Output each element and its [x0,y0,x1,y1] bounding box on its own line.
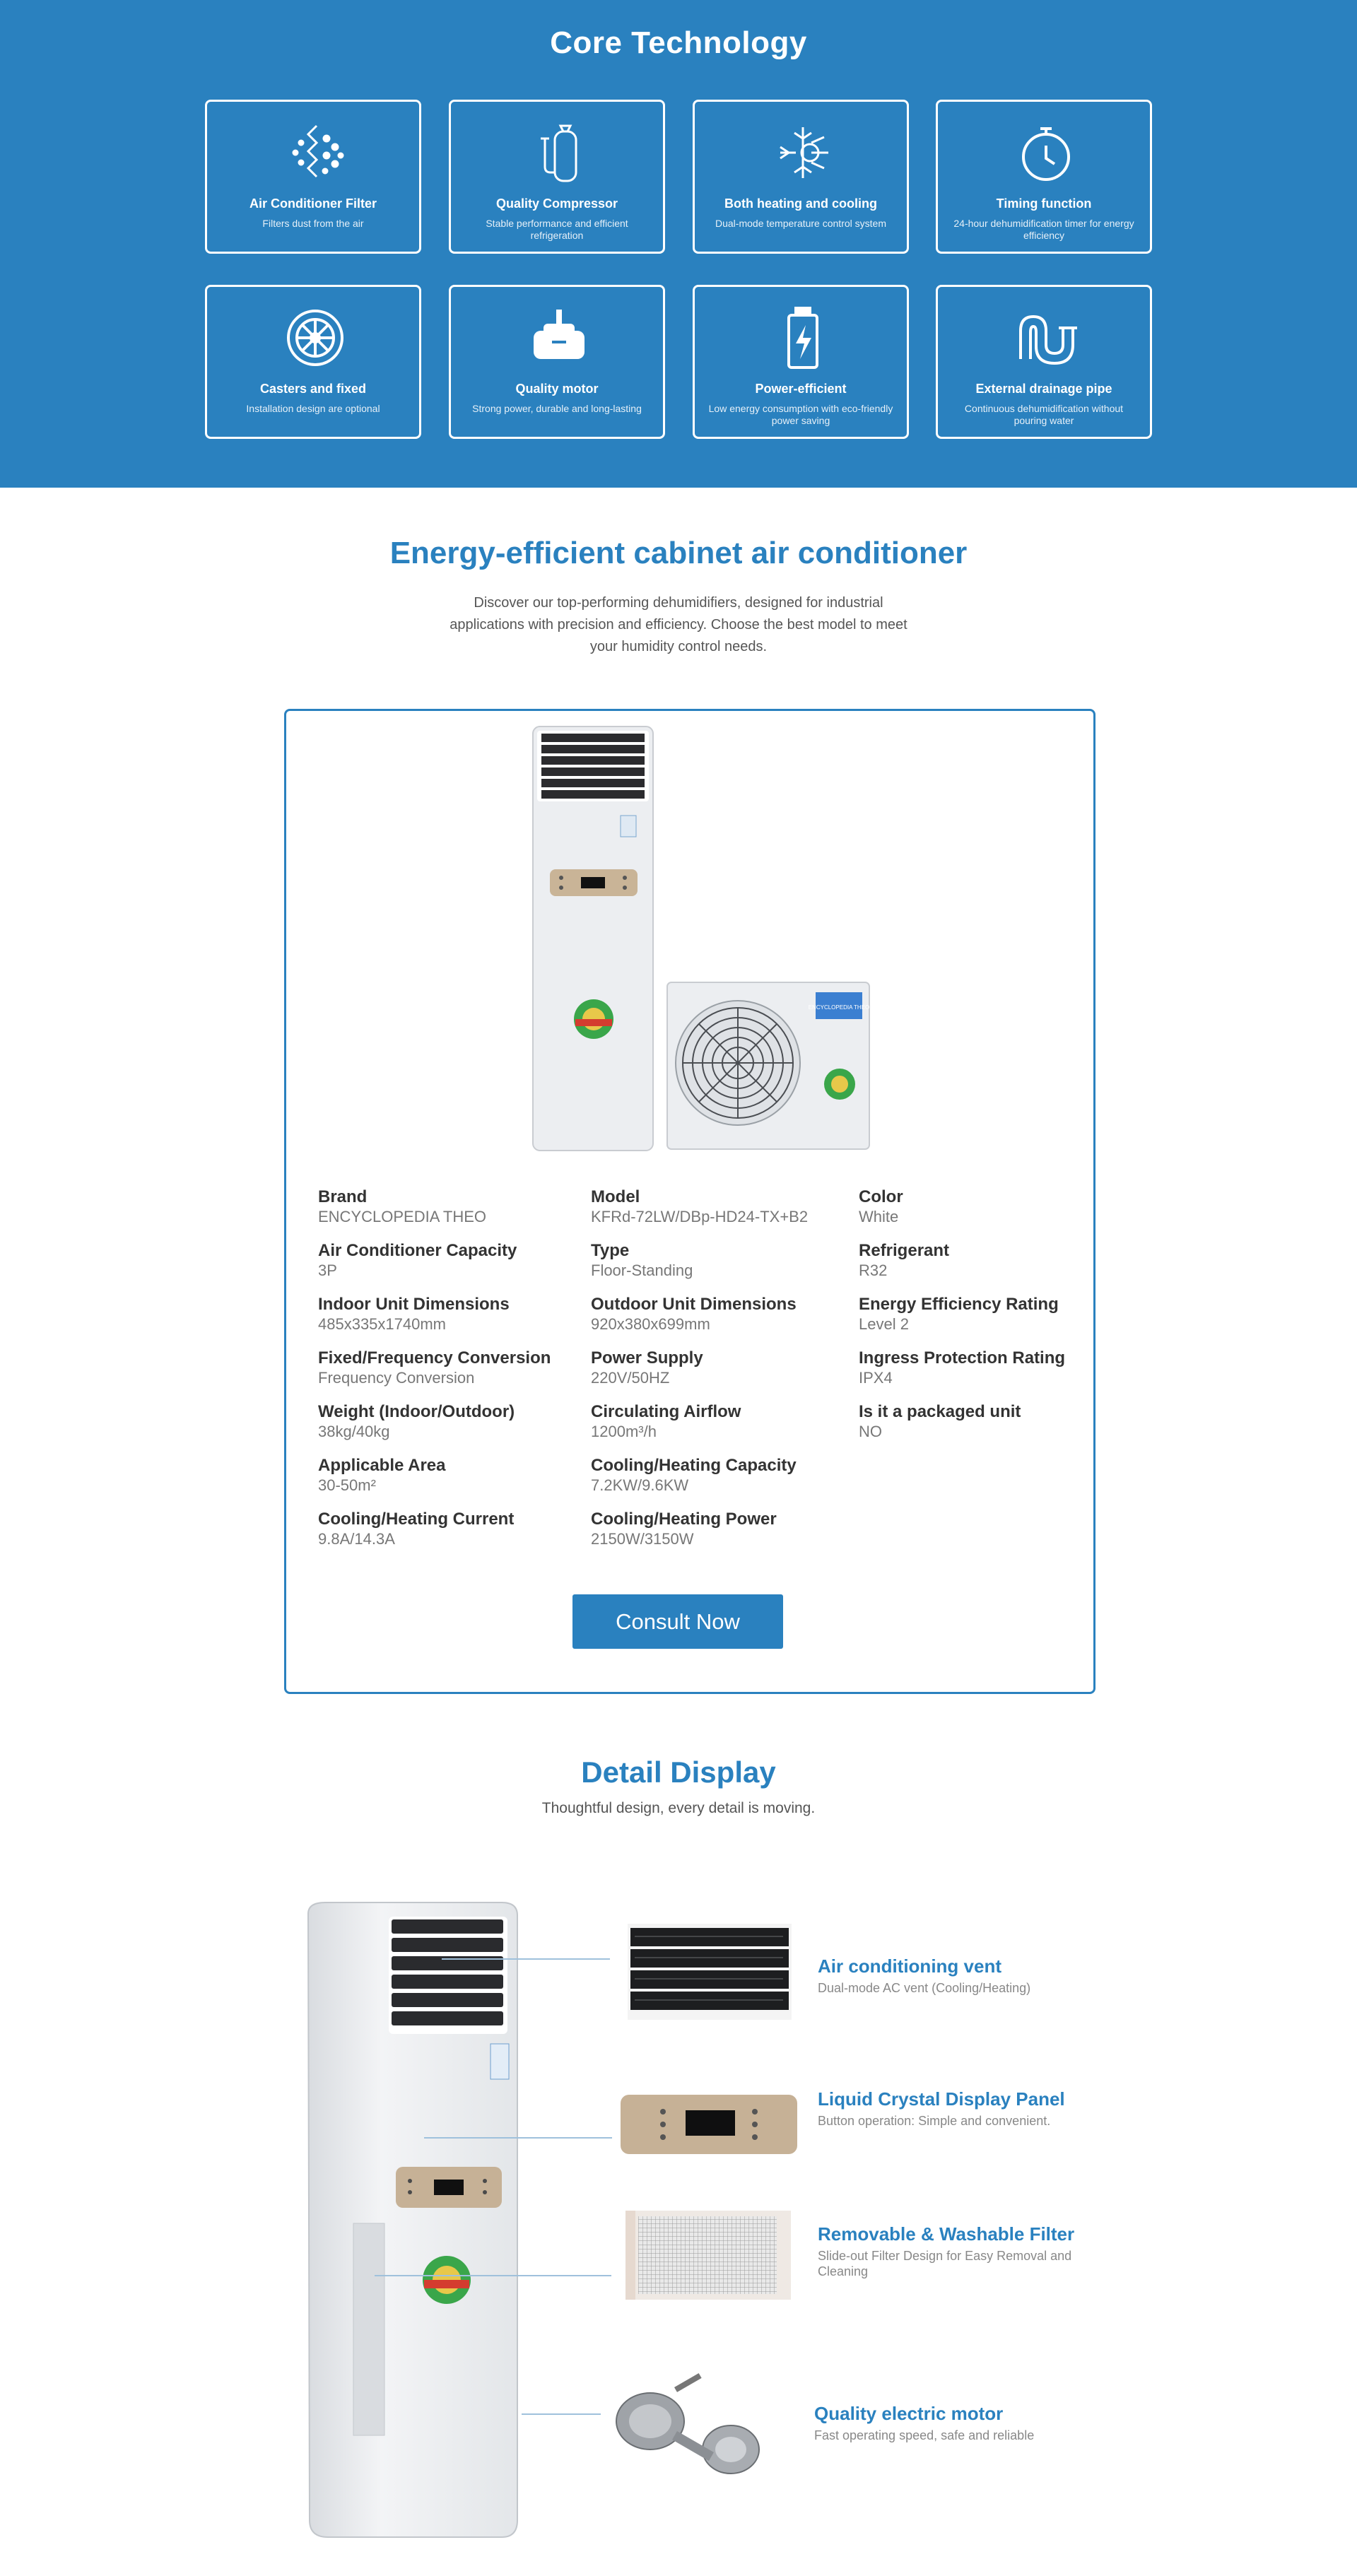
detail-desc-display: Button operation: Simple and convenient. [818,2114,1051,2128]
spec-label: Ingress Protection Rating [859,1348,1066,1368]
spec-item [859,1187,903,1227]
detail-title-vent: Air conditioning vent [818,1955,1001,1977]
spec-item [591,1241,693,1281]
feature-desc: Low energy consumption with eco-friendly power saving [708,403,893,426]
spec-label: Circulating Airflow [591,1402,741,1421]
spec-item [859,1402,1021,1442]
spec-value: R32 [859,1261,888,1279]
feature-card-power [693,285,909,439]
spec-label: Applicable Area [318,1456,446,1475]
spec-item [318,1348,551,1388]
spec-item [318,1187,486,1227]
spec-value: 30-50m² [318,1476,376,1494]
vent-closeup-image [628,1924,792,2020]
feature-desc: Continuous dehumidification without pouring water [964,403,1124,426]
consult-now-button[interactable]: Consult Now [572,1594,783,1649]
feature-card-filter [205,100,421,254]
spec-label: Air Conditioner Capacity [318,1241,517,1260]
spec-item [859,1295,1059,1334]
outdoor-unit-badge-text: ENCYCLOPEDIA THEO [808,1004,870,1011]
spec-item [591,1295,797,1334]
connector-line-display [424,2137,612,2139]
connector-line-filter [375,2275,611,2276]
battery-icon [768,302,838,373]
feature-title: Both heating and cooling [724,196,877,211]
feature-title: Quality Compressor [495,196,618,211]
spec-label: Model [591,1187,640,1206]
spec-value: Frequency Conversion [318,1369,475,1387]
spec-value: 485x335x1740mm [318,1315,447,1333]
spec-label: Indoor Unit Dimensions [318,1295,510,1314]
caster-icon [280,302,351,373]
spec-value: 2150W/3150W [591,1530,694,1548]
detail-subtitle: Thoughtful design, every detail is moving. [541,1800,816,1816]
spec-value: 9.8A/14.3A [318,1530,395,1548]
spec-value: IPX4 [859,1369,893,1387]
feature-title: Quality motor [515,382,599,396]
detail-title-filter: Removable & Washable Filter [818,2223,1075,2245]
spec-label: Type [591,1241,630,1260]
spec-value: 3P [318,1261,337,1279]
core-technology-section [0,0,1357,488]
feature-card-compressor [449,100,665,254]
spec-value: 1200m³/h [591,1423,657,1440]
connector-line-motor [522,2413,601,2415]
spec-value: 220V/50HZ [591,1369,670,1387]
spec-value: White [859,1208,899,1225]
feature-desc: Strong power, durable and long-lasting [472,403,642,414]
spec-value: Floor-Standing [591,1261,693,1279]
motor-icon [524,302,594,373]
spec-label: Refrigerant [859,1241,950,1260]
spec-item [318,1295,510,1334]
spec-label: Power Supply [591,1348,703,1368]
spec-value: NO [859,1423,882,1440]
detail-title-motor: Quality electric motor [814,2403,1004,2424]
feature-desc: Filters dust from the air [262,218,364,229]
spec-label: Outdoor Unit Dimensions [591,1295,797,1314]
compressor-icon [524,117,594,188]
spec-item [591,1402,741,1442]
product-intro: Discover our top-performing dehumidifiers, designed for industrial applications with precision and efficiency. Choose the best model to meet your humidity control needs. [450,595,907,654]
detail-desc-vent: Dual-mode AC vent (Cooling/Heating) [818,1981,1031,1995]
feature-title: External drainage pipe [975,382,1112,396]
spec-item [318,1510,514,1549]
spec-value: KFRd-72LW/DBp-HD24-TX+B2 [591,1208,809,1225]
core-technology-title: Core Technology [550,25,807,60]
spec-value: Level 2 [859,1315,909,1333]
feature-title: Air Conditioner Filter [249,196,377,211]
spec-label: Cooling/Heating Power [591,1510,777,1529]
spec-label: Energy Efficiency Rating [859,1295,1059,1314]
spec-label: Cooling/Heating Current [318,1510,515,1529]
spec-label: Color [859,1187,903,1206]
detail-section-title: Detail Display [581,1755,776,1789]
heat-cool-icon [768,117,838,188]
feature-title: Power-efficient [755,382,847,396]
feature-desc: 24-hour dehumidification timer for energy efficiency [953,218,1134,241]
spec-label: Fixed/Frequency Conversion [318,1348,551,1368]
detail-desc-filter: Slide-out Filter Design for Easy Removal and Cleaning [818,2249,1072,2278]
feature-card-timer [936,100,1152,254]
detail-desc-motor: Fast operating speed, safe and reliable [814,2428,1035,2442]
spec-value: 38kg/40kg [318,1423,390,1440]
feature-card-heat-cool [693,100,909,254]
motor-closeup-image [606,2366,776,2479]
product-section-title: Energy-efficient cabinet air conditioner [389,536,968,570]
indoor-unit-detail-image [304,1898,523,2541]
spec-value: 920x380x699mm [591,1315,710,1333]
filter-icon [280,117,351,188]
spec-item [318,1456,446,1495]
spec-value: 7.2KW/9.6KW [591,1476,689,1494]
feature-title: Casters and fixed [259,382,367,396]
spec-item [591,1187,808,1227]
feature-desc: Dual-mode temperature control system [715,218,886,229]
display-panel-closeup-image [621,2095,797,2154]
spec-item [318,1402,515,1442]
spec-item [318,1241,517,1281]
drain-pipe-icon [1011,302,1081,373]
spec-label: Brand [318,1187,368,1206]
feature-card-casters [205,285,421,439]
spec-item [591,1348,703,1388]
feature-desc: Stable performance and efficient refrigeration [486,218,628,241]
timer-icon [1011,117,1081,188]
feature-card-drainage [936,285,1152,439]
feature-title: Timing function [996,196,1092,211]
connector-line-vent [442,1958,610,1960]
product-image [523,722,891,1153]
spec-item [859,1241,949,1281]
spec-item [591,1456,797,1495]
spec-item [859,1348,1065,1388]
filter-closeup-image [625,2211,791,2300]
spec-value: ENCYCLOPEDIA THEO [318,1208,486,1225]
spec-item [591,1510,777,1549]
spec-label: Is it a packaged unit [859,1402,1021,1421]
feature-desc: Installation design are optional [246,403,380,414]
spec-label: Weight (Indoor/Outdoor) [318,1402,515,1421]
feature-card-motor [449,285,665,439]
detail-title-display: Liquid Crystal Display Panel [818,2088,1065,2110]
spec-label: Cooling/Heating Capacity [591,1456,797,1475]
